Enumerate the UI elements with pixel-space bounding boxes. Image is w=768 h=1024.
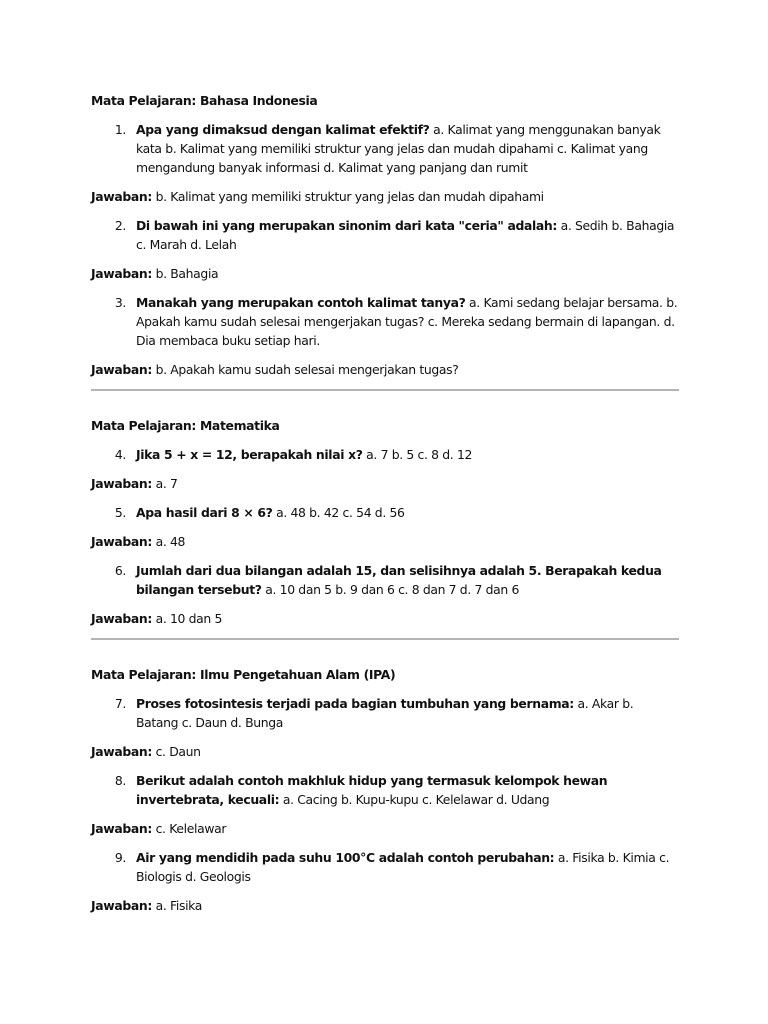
question-5	[91, 503, 679, 522]
question-prompt: Apa yang dimaksud dengan kalimat efektif?	[136, 122, 430, 137]
question-text	[136, 848, 679, 886]
answer-4	[91, 474, 679, 493]
answer-8	[91, 819, 679, 838]
answer-text: a. 7	[155, 476, 178, 491]
question-number: 9.	[114, 850, 126, 865]
question-number: 7.	[114, 696, 126, 711]
question-prompt: Jika 5 + x = 12, berapakah nilai x?	[136, 447, 363, 462]
question-options: a. Sedih b. Bahagia c. Marah d. Lelah	[136, 218, 675, 252]
section-ipa	[91, 665, 679, 915]
question-text	[136, 561, 679, 599]
section-bahasa-indonesia	[91, 91, 679, 379]
question-7	[91, 694, 679, 732]
question-text	[136, 503, 679, 522]
answer-2	[91, 264, 679, 283]
question-number: 4.	[114, 447, 126, 462]
answer-text: b. Apakah kamu sudah selesai mengerjakan tugas?	[155, 362, 459, 377]
question-number: 6.	[114, 563, 126, 578]
question-number: 8.	[114, 773, 126, 788]
question-1	[91, 120, 679, 177]
question-options: a. Fisika b. Kimia c. Biologis d. Geologis	[136, 850, 670, 884]
answer-label: Jawaban:	[91, 898, 152, 913]
question-options: a. Cacing b. Kupu-kupu c. Kelelawar d. Udang	[282, 792, 550, 807]
question-number: 3.	[114, 295, 126, 310]
subject-heading: Mata Pelajaran: Matematika	[91, 418, 280, 433]
answer-label: Jawaban:	[91, 534, 152, 549]
question-text	[136, 293, 679, 350]
answer-text: b. Kalimat yang memiliki struktur yang jelas dan mudah dipahami	[155, 189, 544, 204]
question-text	[136, 216, 679, 254]
question-prompt: Apa hasil dari 8 × 6?	[136, 505, 273, 520]
section-matematika	[91, 416, 679, 628]
question-text	[136, 445, 679, 464]
question-options: a. 10 dan 5 b. 9 dan 6 c. 8 dan 7 d. 7 dan 6	[265, 582, 519, 597]
section-divider	[91, 638, 679, 640]
question-6	[91, 561, 679, 599]
answer-text: a. Fisika	[155, 898, 203, 913]
question-8	[91, 771, 679, 809]
answer-text: c. Daun	[155, 744, 201, 759]
question-prompt: Berikut adalah contoh makhluk hidup yang termasuk kelompok hewan invertebrata, kecuali:	[136, 773, 608, 807]
answer-text: a. 48	[155, 534, 186, 549]
question-prompt: Proses fotosintesis terjadi pada bagian tumbuhan yang bernama:	[136, 696, 574, 711]
answer-7	[91, 742, 679, 761]
answer-9	[91, 896, 679, 915]
question-number: 1.	[114, 122, 126, 137]
subject-heading: Mata Pelajaran: Bahasa Indonesia	[91, 93, 318, 108]
question-2	[91, 216, 679, 254]
question-3	[91, 293, 679, 350]
answer-label: Jawaban:	[91, 744, 152, 759]
question-4	[91, 445, 679, 464]
question-text	[136, 771, 679, 809]
answer-label: Jawaban:	[91, 266, 152, 281]
answer-text: a. 10 dan 5	[155, 611, 223, 626]
answer-5	[91, 532, 679, 551]
question-prompt: Di bawah ini yang merupakan sinonim dari kata "ceria" adalah:	[136, 218, 557, 233]
answer-text: c. Kelelawar	[155, 821, 227, 836]
question-options: a. Kami sedang belajar bersama. b. Apakah kamu sudah selesai mengerjakan tugas? c. Mereka sedang bermain di lapangan. d. Dia membaca buku setiap hari.	[136, 295, 678, 348]
question-options: a. Kalimat yang menggunakan banyak kata b. Kalimat yang memiliki struktur yang jelas dan mudah dipahami c. Kalimat yang mengandung banyak informasi d. Kalimat yang panjang dan rumit	[136, 122, 661, 175]
question-text	[136, 694, 679, 732]
question-options: a. Akar b. Batang c. Daun d. Bunga	[136, 696, 634, 730]
section-divider	[91, 389, 679, 391]
subject-heading: Mata Pelajaran: Ilmu Pengetahuan Alam (IPA)	[91, 667, 396, 682]
question-9	[91, 848, 679, 886]
question-prompt: Manakah yang merupakan contoh kalimat tanya?	[136, 295, 466, 310]
question-options: a. 7 b. 5 c. 8 d. 12	[366, 447, 473, 462]
answer-label: Jawaban:	[91, 476, 152, 491]
question-text	[136, 120, 679, 177]
question-options: a. 48 b. 42 c. 54 d. 56	[276, 505, 405, 520]
answer-text: b. Bahagia	[155, 266, 219, 281]
answer-1	[91, 187, 679, 206]
answer-label: Jawaban:	[91, 611, 152, 626]
answer-3	[91, 360, 679, 379]
answer-label: Jawaban:	[91, 362, 152, 377]
answer-6	[91, 609, 679, 628]
question-number: 5.	[114, 505, 126, 520]
answer-label: Jawaban:	[91, 821, 152, 836]
question-prompt: Jumlah dari dua bilangan adalah 15, dan selisihnya adalah 5. Berapakah kedua bilangan tersebut?	[136, 563, 662, 597]
answer-label: Jawaban:	[91, 189, 152, 204]
question-number: 2.	[114, 218, 126, 233]
question-prompt: Air yang mendidih pada suhu 100°C adalah contoh perubahan:	[136, 850, 555, 865]
